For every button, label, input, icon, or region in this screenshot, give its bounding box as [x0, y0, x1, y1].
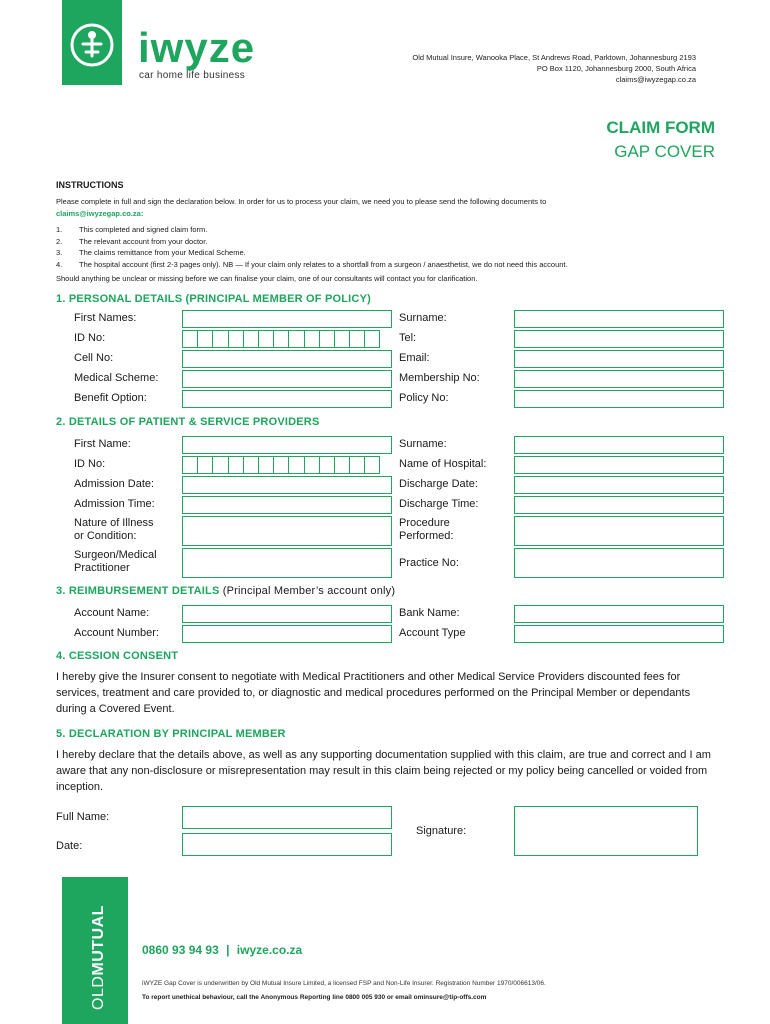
surgeon-field[interactable] — [182, 548, 392, 578]
instructions-email: claims@iwyzegap.co.za: — [56, 209, 144, 218]
list-item — [56, 224, 568, 236]
section-5-heading: 5. DECLARATION BY PRINCIPAL MEMBER — [56, 728, 286, 740]
declaration-text: I hereby declare that the details above, as well as any supporting documentation supplied with this claim, are true and correct and I am aware that any non-disclosure or misrepresentation may result in this claim being rejected or my policy being cancelled or voided from inception. — [56, 749, 711, 793]
list-text: The relevant account from your doctor. — [79, 236, 208, 246]
section-3-title: 3. REIMBURSEMENT DETAILS — [56, 585, 220, 597]
logo-emblem-icon — [69, 22, 115, 68]
company-address — [412, 52, 696, 85]
discharge-time-label: Discharge Time: — [399, 498, 479, 510]
patient-surname-label: Surname: — [399, 438, 447, 450]
signature-box[interactable] — [514, 806, 698, 856]
old-mutual-wordmark — [90, 905, 108, 1010]
full-name-field[interactable] — [182, 806, 392, 829]
cell-no-field[interactable] — [182, 350, 392, 368]
list-number: 4. — [56, 259, 63, 269]
website-link[interactable]: iwyze.co.za — [236, 943, 303, 957]
practice-no-label: Practice No: — [399, 557, 459, 569]
membership-no-label: Membership No: — [399, 372, 480, 384]
account-number-label: Account Number: — [74, 627, 159, 639]
list-text: The claims remittance from your Medical Scheme. — [79, 248, 246, 257]
cession-consent-text: I hereby give the Insurer consent to negotiate with Medical Practitioners and other Medical Service Providers discounted fees for services, treatment and care provided to, or diagnostic and medical procedures performed on the Principal Member or dependants during a Covered Event. — [56, 671, 691, 715]
address-email: claims@iwyzegap.co.za — [615, 75, 696, 84]
procedure-label — [399, 517, 453, 543]
instructions-intro-text: Please complete in full and sign the declaration below. In order for us to process your claim, we need you to please send the following documents to — [56, 197, 547, 206]
email-field[interactable] — [514, 350, 724, 368]
section-1-heading: 1. PERSONAL DETAILS (PRINCIPAL MEMBER OF POLICY) — [56, 293, 371, 305]
benefit-option-field[interactable] — [182, 390, 392, 408]
membership-no-field[interactable] — [514, 370, 724, 388]
medical-scheme-field[interactable] — [182, 370, 392, 388]
patient-first-name-label: First Name: — [74, 438, 131, 450]
surgeon-label — [74, 549, 157, 575]
list-item — [56, 236, 568, 248]
first-names-field[interactable] — [182, 310, 392, 328]
ethics-hotline: To report unethical behaviour, call the Anonymous Reporting line 0800 005 930 or email ominsure@tip-offs.com — [142, 994, 487, 1001]
hospital-name-label: Name of Hospital: — [399, 458, 487, 470]
form-subtitle: GAP COVER — [614, 142, 715, 161]
illness-field[interactable] — [182, 516, 392, 546]
medical-scheme-label: Medical Scheme: — [74, 372, 159, 384]
cell-no-label: Cell No: — [74, 352, 114, 364]
form-title: CLAIM FORM — [606, 118, 715, 137]
patient-surname-field[interactable] — [514, 436, 724, 454]
declaration-date-field[interactable] — [182, 833, 392, 856]
account-name-label: Account Name: — [74, 607, 150, 619]
patient-first-name-field[interactable] — [182, 436, 392, 454]
declaration-date-label: Date: — [56, 840, 83, 852]
list-item — [56, 247, 568, 259]
tel-label: Tel: — [399, 332, 417, 344]
instructions-intro — [56, 196, 726, 220]
admission-time-label: Admission Time: — [74, 498, 155, 510]
phone-number: 0860 93 94 93 — [142, 943, 219, 957]
admission-time-field[interactable] — [182, 496, 392, 514]
discharge-date-label: Discharge Date: — [399, 478, 478, 490]
benefit-option-label: Benefit Option: — [74, 392, 147, 404]
full-name-label: Full Name: — [56, 811, 110, 823]
policy-no-field[interactable] — [514, 390, 724, 408]
contact-line — [142, 943, 302, 957]
account-type-label: Account Type — [399, 627, 466, 639]
patient-id-no-field[interactable] — [182, 456, 379, 474]
admission-date-label: Admission Date: — [74, 478, 155, 490]
id-no-label: ID No: — [74, 332, 106, 344]
list-number: 3. — [56, 248, 63, 257]
account-type-field[interactable] — [514, 625, 724, 643]
procedure-field[interactable] — [514, 516, 724, 546]
section-4-heading: 4. CESSION CONSENT — [56, 650, 179, 662]
address-line-1: Old Mutual Insure, Wanooka Place, St Andrews Road, Parktown, Johannesburg 2193 — [412, 53, 696, 62]
section-3-heading — [56, 585, 395, 597]
brand-name: iwyze — [138, 24, 256, 71]
brand-tagline: car home life business — [139, 70, 246, 81]
surname-field[interactable] — [514, 310, 724, 328]
legal-disclaimer: iWYZE Gap Cover is underwritten by Old Mutual Insure Limited, a licensed FSP and Non-Life Insurer. Registration Number 1970/006613/06. — [142, 980, 546, 987]
surgeon-label-line-1: Surgeon/Medical — [74, 549, 157, 561]
contact-separator: | — [226, 943, 230, 957]
address-line-2: PO Box 1120, Johannesburg 2000, South Africa — [536, 64, 696, 73]
bank-name-field[interactable] — [514, 605, 724, 623]
list-number: 1. — [56, 225, 63, 234]
list-number: 2. — [56, 236, 63, 246]
list-text: This completed and signed claim form. — [79, 225, 208, 234]
practice-no-field[interactable] — [514, 548, 724, 578]
procedure-label-line-2: Performed: — [399, 530, 454, 542]
signature-label: Signature: — [416, 825, 467, 837]
discharge-date-field[interactable] — [514, 476, 724, 494]
instructions-heading: INSTRUCTIONS — [56, 180, 124, 190]
old-mutual-wordmark-bold: MUTUAL — [90, 905, 107, 976]
instructions-list — [56, 224, 568, 270]
id-no-field[interactable] — [182, 330, 379, 348]
surgeon-label-line-2: Practitioner — [74, 562, 130, 574]
account-number-field[interactable] — [182, 625, 392, 643]
instructions-footer: Should anything be unclear or missing before we can finalise your claim, one of our consultants will contact you for clarification. — [56, 274, 478, 283]
old-mutual-wordmark-light: OLD — [90, 975, 107, 1010]
section-2-heading: 2. DETAILS OF PATIENT & SERVICE PROVIDERS — [56, 416, 320, 428]
illness-label — [74, 517, 153, 543]
list-text: The hospital account (first 2-3 pages only). NB — If your claim only relates to a shortfall from a surgeon / anaesthetist, we do not need this account. — [79, 259, 568, 269]
hospital-name-field[interactable] — [514, 456, 724, 474]
email-label: Email: — [399, 352, 430, 364]
illness-label-line-1: Nature of Illness — [74, 517, 154, 529]
procedure-label-line-1: Procedure — [399, 517, 450, 529]
admission-date-field[interactable] — [182, 476, 392, 494]
tel-field[interactable] — [514, 330, 724, 348]
surname-label: Surname: — [399, 312, 447, 324]
iwyze-logo-mark — [62, 0, 122, 85]
patient-id-no-label: ID No: — [74, 458, 106, 470]
policy-no-label: Policy No: — [399, 392, 449, 404]
discharge-time-field[interactable] — [514, 496, 724, 514]
first-names-label: First Names: — [74, 312, 137, 324]
account-name-field[interactable] — [182, 605, 392, 623]
section-3-note: (Principal Member’s account only) — [222, 585, 396, 597]
bank-name-label: Bank Name: — [399, 607, 460, 619]
list-item — [56, 259, 568, 271]
illness-label-line-2: or Condition: — [74, 530, 137, 542]
